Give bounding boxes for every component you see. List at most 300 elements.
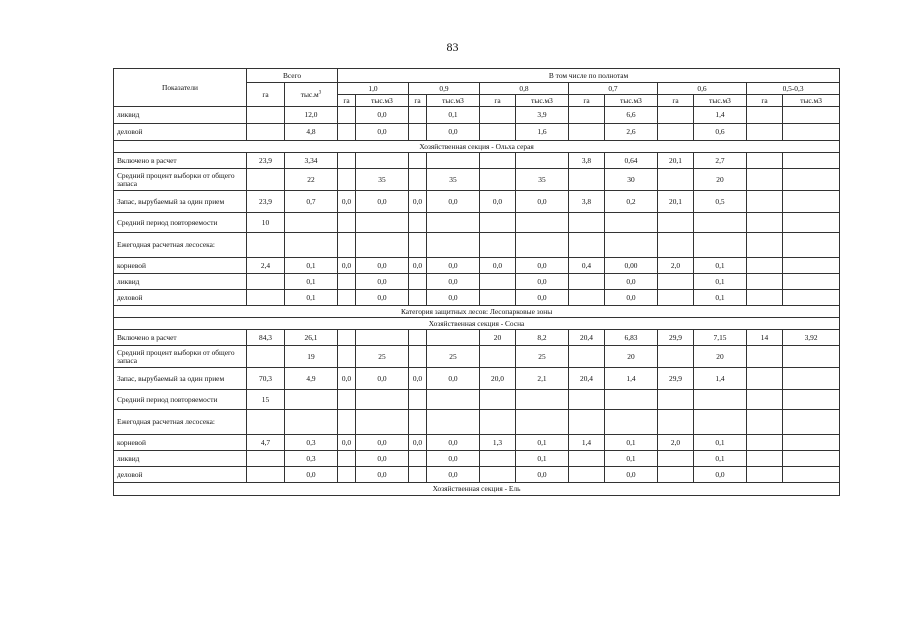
table-cell: 1,6 bbox=[516, 124, 569, 141]
table-row bbox=[114, 153, 840, 169]
row-label: корневой bbox=[114, 258, 247, 274]
table-cell: 0,0 bbox=[605, 467, 658, 483]
table-cell bbox=[747, 169, 783, 191]
header-density-5: 0,6 bbox=[658, 83, 747, 95]
table-cell: 0,0 bbox=[338, 258, 356, 274]
table-cell: 0,2 bbox=[605, 191, 658, 213]
table-cell: 0,0 bbox=[356, 124, 409, 141]
table-cell bbox=[480, 451, 516, 467]
table-cell: 3,9 bbox=[516, 107, 569, 124]
table-cell bbox=[569, 274, 605, 290]
table-cell bbox=[783, 107, 840, 124]
table-row bbox=[114, 368, 840, 390]
table-cell: 0,0 bbox=[356, 191, 409, 213]
table-row bbox=[114, 124, 840, 141]
table-cell: 0,7 bbox=[285, 191, 338, 213]
table-cell bbox=[605, 213, 658, 233]
table-cell bbox=[409, 169, 427, 191]
table-cell bbox=[783, 213, 840, 233]
table-cell: 0,00 bbox=[605, 258, 658, 274]
table-row bbox=[114, 346, 840, 368]
table-cell: 0,0 bbox=[516, 258, 569, 274]
table-cell: 0,0 bbox=[356, 451, 409, 467]
table-cell: 20 bbox=[605, 346, 658, 368]
table-cell bbox=[480, 124, 516, 141]
section-title-spruce: Хозяйственная секция - Ель bbox=[114, 483, 840, 496]
table-cell bbox=[247, 233, 285, 258]
subheader-ha: га bbox=[338, 95, 356, 107]
table-cell bbox=[569, 346, 605, 368]
table-cell bbox=[409, 330, 427, 346]
subheader-ha: га bbox=[569, 95, 605, 107]
header-density-2: 0,9 bbox=[409, 83, 480, 95]
table-cell bbox=[356, 330, 409, 346]
table-cell bbox=[783, 124, 840, 141]
row-label: ликвид bbox=[114, 274, 247, 290]
table-cell: 0,0 bbox=[516, 274, 569, 290]
header-indicators: Показатели bbox=[114, 69, 247, 107]
table-row bbox=[114, 233, 840, 258]
table-cell bbox=[247, 451, 285, 467]
table-cell bbox=[338, 233, 356, 258]
row-label: Включено в расчет bbox=[114, 153, 247, 169]
table-cell: 0,0 bbox=[356, 258, 409, 274]
table-cell bbox=[658, 274, 694, 290]
header-row-1 bbox=[114, 69, 840, 83]
table-cell bbox=[747, 124, 783, 141]
table-cell: 0,3 bbox=[285, 435, 338, 451]
table-cell: 2,1 bbox=[516, 368, 569, 390]
table-cell bbox=[247, 169, 285, 191]
table-cell: 0,0 bbox=[427, 124, 480, 141]
table-cell bbox=[285, 410, 338, 435]
category-title-row bbox=[114, 306, 840, 318]
table-cell: 1,4 bbox=[569, 435, 605, 451]
table-cell bbox=[783, 191, 840, 213]
table-cell: 0,6 bbox=[694, 124, 747, 141]
table-cell bbox=[694, 410, 747, 435]
table-cell bbox=[747, 451, 783, 467]
table-cell: 20,1 bbox=[658, 153, 694, 169]
table-cell: 0,0 bbox=[427, 290, 480, 306]
table-cell: 0,0 bbox=[285, 467, 338, 483]
row-label: Средний период повторяемости bbox=[114, 213, 247, 233]
table-cell bbox=[569, 107, 605, 124]
table-cell: 7,15 bbox=[694, 330, 747, 346]
section-title-pine: Хозяйственная секция - Сосна bbox=[114, 318, 840, 330]
table-cell: 84,3 bbox=[247, 330, 285, 346]
header-density-3: 0,8 bbox=[480, 83, 569, 95]
table-cell: 0,0 bbox=[605, 290, 658, 306]
table-cell bbox=[409, 124, 427, 141]
table-cell bbox=[427, 390, 480, 410]
table-cell bbox=[409, 290, 427, 306]
table-cell: 0,1 bbox=[694, 290, 747, 306]
table-cell: 20,0 bbox=[480, 368, 516, 390]
table-cell: 0,1 bbox=[516, 435, 569, 451]
table-cell bbox=[409, 213, 427, 233]
table-cell: 23,9 bbox=[247, 191, 285, 213]
table-cell bbox=[247, 107, 285, 124]
table-body bbox=[114, 69, 840, 496]
table-cell: 0,0 bbox=[427, 274, 480, 290]
section-title-pine-row bbox=[114, 318, 840, 330]
table-cell: 0,1 bbox=[427, 107, 480, 124]
table-row bbox=[114, 274, 840, 290]
table-cell: 2,0 bbox=[658, 258, 694, 274]
row-label: деловой bbox=[114, 290, 247, 306]
table-cell bbox=[247, 410, 285, 435]
subheader-m3: тыс.м3 bbox=[427, 95, 480, 107]
table-cell: 0,1 bbox=[694, 258, 747, 274]
table-cell bbox=[694, 390, 747, 410]
table-cell bbox=[409, 451, 427, 467]
row-label: Средний процент выборки от общего запаса bbox=[114, 169, 247, 191]
table-cell bbox=[427, 233, 480, 258]
table-cell bbox=[427, 410, 480, 435]
table-cell bbox=[480, 233, 516, 258]
table-cell: 0,0 bbox=[480, 258, 516, 274]
table-cell: 20 bbox=[694, 169, 747, 191]
table-row bbox=[114, 451, 840, 467]
table-cell: 0,0 bbox=[338, 368, 356, 390]
table-cell: 0,0 bbox=[338, 191, 356, 213]
table-cell: 30 bbox=[605, 169, 658, 191]
table-cell: 15 bbox=[247, 390, 285, 410]
subheader-m3: тыс.м3 bbox=[605, 95, 658, 107]
table-cell: 0,1 bbox=[605, 435, 658, 451]
row-label: корневой bbox=[114, 435, 247, 451]
row-label: Ежегодная расчетная лесосека: bbox=[114, 410, 247, 435]
table-cell: 3,34 bbox=[285, 153, 338, 169]
table-cell bbox=[658, 107, 694, 124]
table-cell bbox=[783, 274, 840, 290]
table-cell: 0,0 bbox=[409, 191, 427, 213]
row-label: деловой bbox=[114, 467, 247, 483]
table-cell bbox=[605, 233, 658, 258]
table-cell bbox=[338, 390, 356, 410]
table-cell bbox=[605, 410, 658, 435]
table-cell: 0,0 bbox=[516, 191, 569, 213]
table-cell bbox=[338, 124, 356, 141]
table-cell bbox=[658, 390, 694, 410]
table-cell bbox=[694, 233, 747, 258]
table-cell bbox=[409, 467, 427, 483]
table-cell: 25 bbox=[427, 346, 480, 368]
table-cell bbox=[409, 153, 427, 169]
table-cell bbox=[658, 467, 694, 483]
table-cell: 26,1 bbox=[285, 330, 338, 346]
table-cell bbox=[409, 107, 427, 124]
table-cell bbox=[338, 290, 356, 306]
table-cell: 4,9 bbox=[285, 368, 338, 390]
table-cell bbox=[658, 451, 694, 467]
section-title-spruce-row bbox=[114, 483, 840, 496]
table-cell: 8,2 bbox=[516, 330, 569, 346]
table-cell bbox=[747, 107, 783, 124]
table-cell: 6,83 bbox=[605, 330, 658, 346]
table-row bbox=[114, 390, 840, 410]
table-row bbox=[114, 258, 840, 274]
table-row bbox=[114, 191, 840, 213]
table-cell: 20 bbox=[694, 346, 747, 368]
table-cell: 0,3 bbox=[285, 451, 338, 467]
table-cell: 0,0 bbox=[427, 435, 480, 451]
row-label: Средний процент выборки от общего запаса bbox=[114, 346, 247, 368]
table-cell: 35 bbox=[356, 169, 409, 191]
table-cell: 1,4 bbox=[605, 368, 658, 390]
table-cell: 3,92 bbox=[783, 330, 840, 346]
table-cell bbox=[480, 274, 516, 290]
header-density-4: 0,7 bbox=[569, 83, 658, 95]
table-cell: 0,0 bbox=[338, 435, 356, 451]
table-cell bbox=[480, 213, 516, 233]
table-cell bbox=[747, 274, 783, 290]
table-cell: 0,1 bbox=[694, 274, 747, 290]
table-cell bbox=[409, 410, 427, 435]
table-cell: 0,0 bbox=[516, 290, 569, 306]
table-cell: 0,1 bbox=[605, 451, 658, 467]
table-cell: 14 bbox=[747, 330, 783, 346]
table-cell: 0,0 bbox=[356, 368, 409, 390]
header-density-6: 0,5-0,3 bbox=[747, 83, 840, 95]
table-cell bbox=[783, 258, 840, 274]
table-cell bbox=[747, 467, 783, 483]
table-cell: 2,6 bbox=[605, 124, 658, 141]
table-cell bbox=[516, 233, 569, 258]
table-cell bbox=[356, 390, 409, 410]
table-cell: 0,0 bbox=[427, 258, 480, 274]
table-cell bbox=[356, 233, 409, 258]
table-cell: 6,6 bbox=[605, 107, 658, 124]
table-cell: 0,1 bbox=[285, 274, 338, 290]
table-cell bbox=[480, 169, 516, 191]
row-label: Запас, вырубаемый за один прием bbox=[114, 368, 247, 390]
table-cell bbox=[247, 346, 285, 368]
table-cell: 0,0 bbox=[427, 368, 480, 390]
allowable-cut-table bbox=[113, 68, 840, 496]
table-cell: 29,9 bbox=[658, 368, 694, 390]
table-cell bbox=[516, 410, 569, 435]
table-cell bbox=[569, 410, 605, 435]
table-cell bbox=[747, 213, 783, 233]
table-cell bbox=[747, 390, 783, 410]
table-row bbox=[114, 330, 840, 346]
table-cell bbox=[747, 233, 783, 258]
table-cell: 0,4 bbox=[569, 258, 605, 274]
table-cell bbox=[569, 233, 605, 258]
table-cell: 0,0 bbox=[356, 467, 409, 483]
header-total-m3: $тыс.м^3$ bbox=[285, 83, 338, 107]
table-cell bbox=[356, 410, 409, 435]
table-cell: 23,9 bbox=[247, 153, 285, 169]
table-cell: 0,0 bbox=[356, 107, 409, 124]
table-cell bbox=[694, 213, 747, 233]
table-row bbox=[114, 169, 840, 191]
table-cell bbox=[285, 233, 338, 258]
table-row bbox=[114, 410, 840, 435]
table-cell: 0,0 bbox=[427, 451, 480, 467]
table-cell bbox=[338, 107, 356, 124]
table-cell bbox=[747, 435, 783, 451]
table-cell: 0,5 bbox=[694, 191, 747, 213]
table-row bbox=[114, 467, 840, 483]
row-label: Включено в расчет bbox=[114, 330, 247, 346]
table-cell bbox=[338, 330, 356, 346]
table-cell bbox=[569, 169, 605, 191]
table-cell: 0,0 bbox=[427, 467, 480, 483]
table-cell: 25 bbox=[516, 346, 569, 368]
table-cell bbox=[247, 290, 285, 306]
table-cell bbox=[783, 410, 840, 435]
table-cell bbox=[285, 390, 338, 410]
subheader-m3: тыс.м3 bbox=[356, 95, 409, 107]
table-cell bbox=[783, 346, 840, 368]
table-cell bbox=[747, 410, 783, 435]
row-label: ликвид bbox=[114, 451, 247, 467]
table-cell bbox=[783, 435, 840, 451]
table-cell bbox=[338, 169, 356, 191]
table-cell: 10 bbox=[247, 213, 285, 233]
table-cell: 20,4 bbox=[569, 368, 605, 390]
table-cell: 0,0 bbox=[409, 258, 427, 274]
table-cell: 19 bbox=[285, 346, 338, 368]
table-cell bbox=[338, 213, 356, 233]
page-number: 83 bbox=[446, 40, 459, 54]
table-cell bbox=[658, 410, 694, 435]
table-cell bbox=[783, 451, 840, 467]
table-cell: 4,8 bbox=[285, 124, 338, 141]
table-cell bbox=[569, 213, 605, 233]
table-cell bbox=[783, 368, 840, 390]
table-cell bbox=[338, 410, 356, 435]
table-cell: 0,1 bbox=[285, 290, 338, 306]
subheader-m3: тыс.м3 bbox=[694, 95, 747, 107]
section-title-alder-row bbox=[114, 141, 840, 153]
table-cell bbox=[338, 451, 356, 467]
table-cell: 0,0 bbox=[516, 467, 569, 483]
table-cell: 1,4 bbox=[694, 107, 747, 124]
table-cell bbox=[516, 153, 569, 169]
table-cell: 2,4 bbox=[247, 258, 285, 274]
row-label: Запас, вырубаемый за один прием bbox=[114, 191, 247, 213]
table-cell bbox=[783, 169, 840, 191]
table-cell: 2,0 bbox=[658, 435, 694, 451]
table-cell: 0,1 bbox=[694, 435, 747, 451]
table-cell bbox=[783, 467, 840, 483]
table-cell bbox=[747, 191, 783, 213]
table-cell: 0,0 bbox=[356, 290, 409, 306]
table-cell bbox=[747, 368, 783, 390]
table-cell: 3,8 bbox=[569, 191, 605, 213]
subheader-ha: га bbox=[409, 95, 427, 107]
table-cell: 0,0 bbox=[427, 191, 480, 213]
table-cell bbox=[427, 330, 480, 346]
table-cell bbox=[480, 107, 516, 124]
subheader-m3: тыс.м3 bbox=[516, 95, 569, 107]
table-cell bbox=[658, 290, 694, 306]
table-cell: 70,3 bbox=[247, 368, 285, 390]
row-label: ликвид bbox=[114, 107, 247, 124]
header-total-ha: га bbox=[247, 83, 285, 107]
table-cell bbox=[356, 213, 409, 233]
table-cell bbox=[658, 169, 694, 191]
table-cell bbox=[747, 290, 783, 306]
table-cell: 20 bbox=[480, 330, 516, 346]
table-cell bbox=[569, 467, 605, 483]
table-cell bbox=[338, 153, 356, 169]
table-cell: 4,7 bbox=[247, 435, 285, 451]
table-cell: 0,0 bbox=[356, 274, 409, 290]
subheader-ha: га bbox=[658, 95, 694, 107]
row-label: Ежегодная расчетная лесосека: bbox=[114, 233, 247, 258]
table-cell bbox=[247, 124, 285, 141]
table-cell bbox=[356, 153, 409, 169]
table-cell bbox=[480, 410, 516, 435]
table-cell bbox=[783, 390, 840, 410]
table-row bbox=[114, 107, 840, 124]
table-cell: 0,0 bbox=[409, 435, 427, 451]
header-density-1: 1,0 bbox=[338, 83, 409, 95]
table-cell: 0,0 bbox=[605, 274, 658, 290]
table-cell bbox=[658, 124, 694, 141]
table-cell bbox=[247, 274, 285, 290]
table-cell: 35 bbox=[516, 169, 569, 191]
table-cell bbox=[569, 390, 605, 410]
subheader-ha: га bbox=[480, 95, 516, 107]
table-cell: 1,4 bbox=[694, 368, 747, 390]
table-cell bbox=[480, 346, 516, 368]
table-cell bbox=[783, 233, 840, 258]
table-row bbox=[114, 435, 840, 451]
table-cell: 29,9 bbox=[658, 330, 694, 346]
subheader-m3: тыс.м3 bbox=[783, 95, 840, 107]
table-cell bbox=[747, 346, 783, 368]
table-cell bbox=[480, 467, 516, 483]
section-title-alder: Хозяйственная секция - Ольха серая bbox=[114, 141, 840, 153]
table-cell: 0,0 bbox=[480, 191, 516, 213]
header-by-density: В том числе по полнотам bbox=[338, 69, 840, 83]
table-cell bbox=[658, 346, 694, 368]
category-title: Категория защитных лесов: Лесопарковые зоны bbox=[114, 306, 840, 318]
table-cell bbox=[569, 290, 605, 306]
table-cell: 0,1 bbox=[694, 451, 747, 467]
table-cell bbox=[409, 274, 427, 290]
header-total: Всего bbox=[247, 69, 338, 83]
table-cell bbox=[338, 346, 356, 368]
table-cell bbox=[516, 390, 569, 410]
table-cell: 20,1 bbox=[658, 191, 694, 213]
row-label: деловой bbox=[114, 124, 247, 141]
table-cell: 0,64 bbox=[605, 153, 658, 169]
table-cell bbox=[409, 346, 427, 368]
table-cell bbox=[658, 233, 694, 258]
table-cell: 1,3 bbox=[480, 435, 516, 451]
table-row bbox=[114, 213, 840, 233]
table-cell: 0,1 bbox=[516, 451, 569, 467]
table-cell: 3,8 bbox=[569, 153, 605, 169]
table-cell bbox=[605, 390, 658, 410]
table-cell: 22 bbox=[285, 169, 338, 191]
table-cell: 0,0 bbox=[409, 368, 427, 390]
table-cell bbox=[285, 213, 338, 233]
table-cell bbox=[569, 451, 605, 467]
table-cell bbox=[409, 390, 427, 410]
table-cell bbox=[747, 153, 783, 169]
table-cell bbox=[569, 124, 605, 141]
table-cell: 20,4 bbox=[569, 330, 605, 346]
table-cell bbox=[658, 213, 694, 233]
